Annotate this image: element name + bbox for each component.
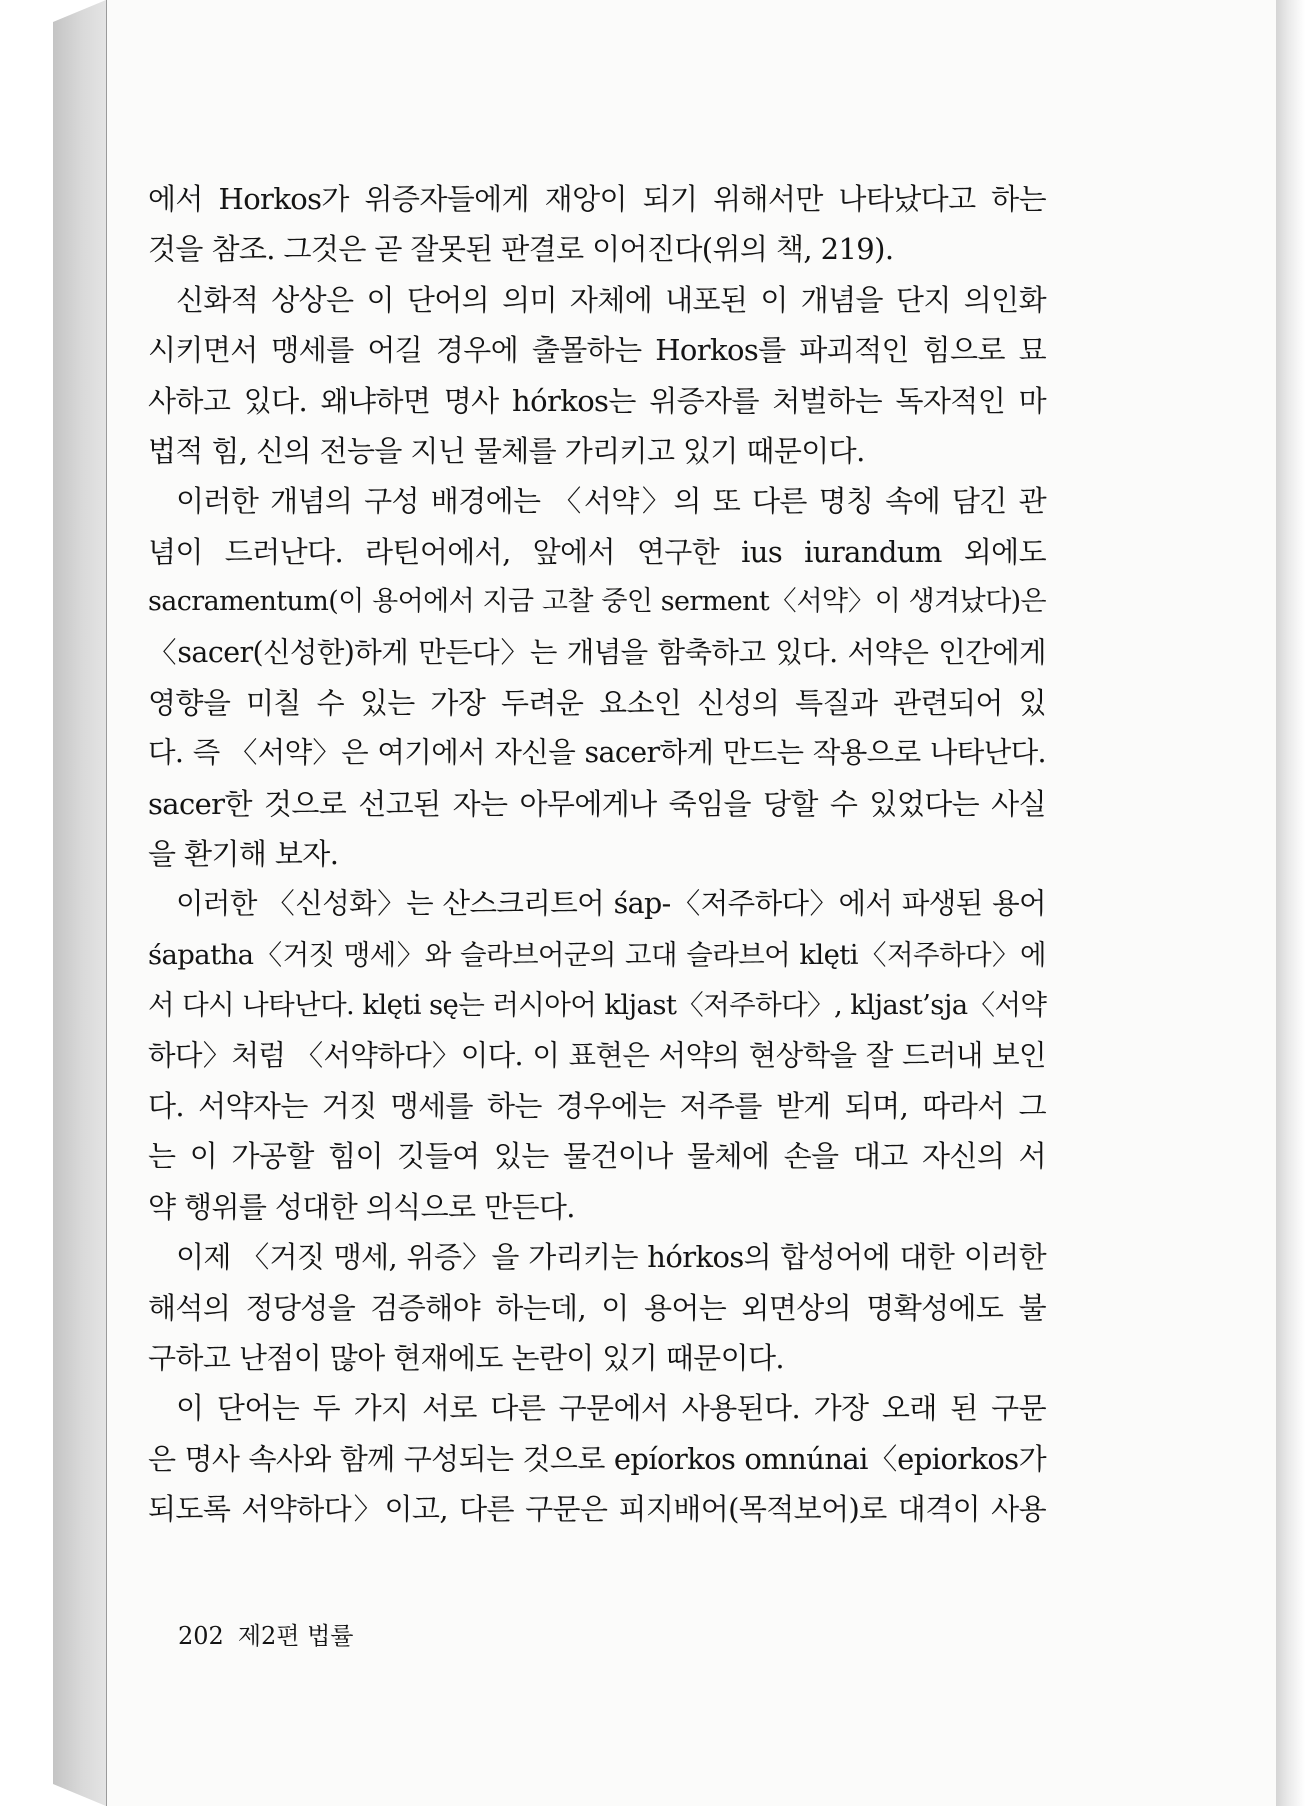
text-line: 시키면서 맹세를 어길 경우에 출몰하는 Horkos를 파괴적인 힘으로 묘 [148,333,1046,368]
paragraph-start-line: 신화적 상상은 이 단어의 의미 자체에 내포된 이 개념을 단지 의인화 [176,282,1046,317]
text-line: 는 이 가공할 힘이 깃들여 있는 물건이나 물체에 손을 대고 자신의 서 [148,1139,1046,1174]
text-line: 되도록 서약하다〉이고, 다른 구문은 피지배어(목적보어)로 대격이 사용 [148,1492,1046,1527]
text-line: 에서 Horkos가 위증자들에게 재앙이 되기 위해서만 나타났다고 하는 [148,182,1046,216]
book-spine [53,0,106,1806]
body-text [148,174,1046,1535]
paragraph-start-line: 이제 〈거짓 맹세, 위증〉을 가리키는 hórkos의 합성어에 대한 이러한 [176,1240,1046,1275]
text-line: 은 명사 속사와 함께 구성되는 것으로 epíorkos omnúnai〈epiorkos가 [148,1441,1046,1476]
text-line: 을 환기해 보자. [148,837,339,872]
text-line: sacramentum(이 용어에서 지금 고찰 중인 serment〈서약〉이 생겨났다)은 [148,586,1046,618]
text-line: 다. 서약자는 거짓 맹세를 하는 경우에는 저주를 받게 되며, 따라서 그 [148,1089,1046,1124]
text-line: 해석의 정당성을 검증해야 하는데, 이 용어는 외면상의 명확성에도 불 [148,1290,1046,1325]
text-line: 〈sacer(신성한)하게 만든다〉는 개념을 함축하고 있다. 서약은 인간에게 [148,635,1046,669]
text-line: 사하고 있다. 왜냐하면 명사 hórkos는 위증자를 처벌하는 독자적인 마 [148,383,1046,418]
section-title: 제2편 법률 [237,1622,354,1650]
text-line: 하다〉처럼 〈서약하다〉이다. 이 표현은 서약의 현상학을 잘 드러내 보인 [148,1038,1046,1072]
paragraph-start-line: 이 단어는 두 가지 서로 다른 구문에서 사용된다. 가장 오래 된 구문 [176,1391,1046,1426]
text-line: 약 행위를 성대한 의식으로 만든다. [148,1189,575,1224]
page-footer [178,1616,353,1651]
text-line: 영향을 미칠 수 있는 가장 두려운 요소인 신성의 특질과 관련되어 있 [148,685,1046,720]
text-line: 다. 즉 〈서약〉은 여기에서 자신을 sacer하게 만드는 작용으로 나타난다. [148,736,1046,770]
paragraph-start-line: 이러한 〈신성화〉는 산스크리트어 śap-〈저주하다〉에서 파생된 용어 [176,887,1046,921]
page-number: 202 [178,1622,224,1650]
text-line: 서 다시 나타난다. klęti sę는 러시아어 kljast〈저주하다〉, kljast’sja〈서약 [148,989,1047,1022]
text-line: 법적 힘, 신의 전능을 지닌 물체를 가리키고 있기 때문이다. [148,433,865,468]
page-edge-shadow [1276,0,1305,1806]
text-line: 구하고 난점이 많아 현재에도 논란이 있기 때문이다. [148,1340,785,1375]
text-line: śapatha〈거짓 맹세〉와 슬라브어군의 고대 슬라브어 klęti〈저주하다〉에 [148,938,1046,971]
text-line: 것을 참조. 그것은 곧 잘못된 판결로 이어진다(위의 책, 219). [148,232,894,267]
text-line: 념이 드러난다. 라틴어에서, 앞에서 연구한 ius iurandum 외에도 [148,534,1046,569]
paragraph-start-line: 이러한 개념의 구성 배경에는 〈서약〉의 또 다른 명칭 속에 담긴 관 [176,484,1046,519]
text-line: sacer한 것으로 선고된 자는 아무에게나 죽임을 당할 수 있었다는 사실 [148,786,1046,821]
